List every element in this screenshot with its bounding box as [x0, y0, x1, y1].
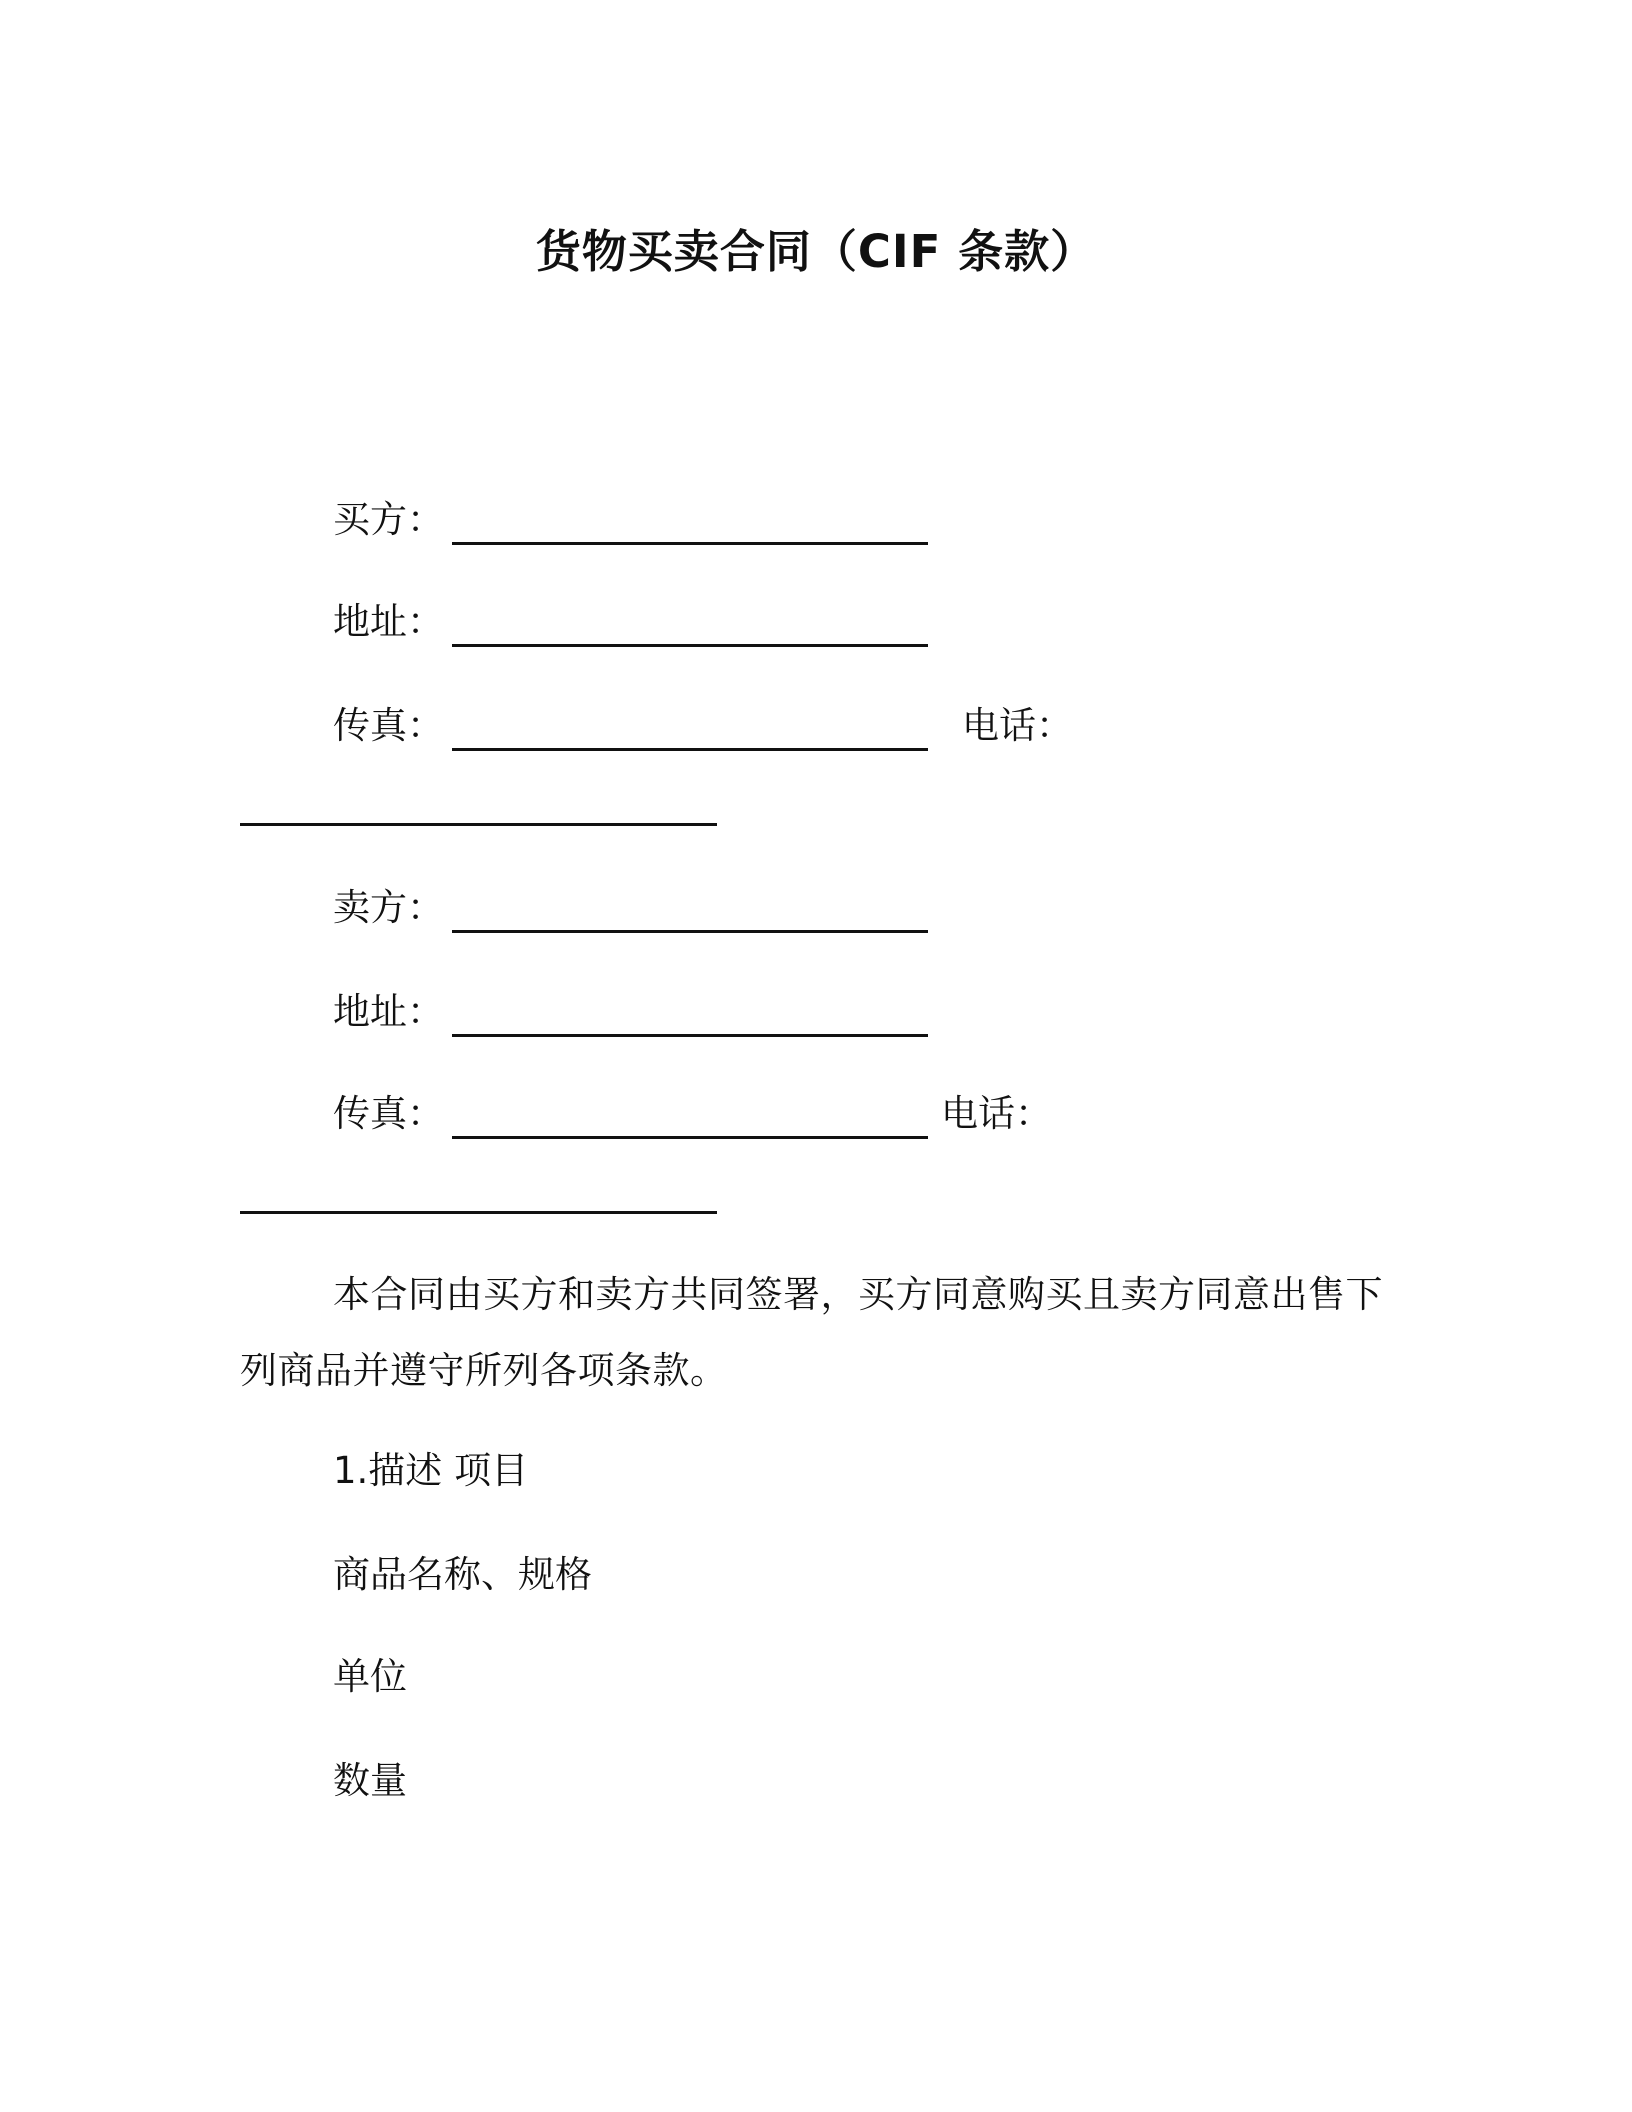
- seller-fax-row: [333, 1089, 928, 1139]
- seller-phone-blank[interactable]: [240, 1211, 717, 1214]
- buyer-address-blank[interactable]: [452, 604, 928, 647]
- buyer-address-label: 地址：: [333, 600, 444, 643]
- buyer-address-row: [333, 597, 928, 647]
- section-1-item: 单位: [333, 1655, 407, 1698]
- seller-address-label: 地址：: [333, 990, 444, 1033]
- intro-paragraph: 本合同由买方和卖方共同签署，买方同意购买且卖方同意出售下列商品并遵守所列各项条款。: [240, 1273, 1383, 1392]
- buyer-party-label: 买方：: [333, 498, 444, 541]
- seller-fax-blank[interactable]: [452, 1096, 928, 1139]
- buyer-party-row: [333, 495, 928, 545]
- seller-phone-label: 电话：: [941, 1092, 1052, 1135]
- section-1-heading: 1.描述 项目: [333, 1449, 529, 1492]
- buyer-fax-row: [333, 701, 928, 751]
- buyer-fax-label: 传真：: [333, 704, 444, 747]
- section-1-item: 商品名称、规格: [333, 1553, 592, 1596]
- seller-party-label: 卖方：: [333, 886, 444, 929]
- section-1-item: 数量: [333, 1759, 407, 1802]
- seller-address-row: [333, 987, 928, 1037]
- seller-party-row: [333, 883, 928, 933]
- buyer-party-blank[interactable]: [452, 502, 928, 545]
- buyer-phone-label: 电话：: [962, 704, 1073, 747]
- seller-address-blank[interactable]: [452, 994, 928, 1037]
- buyer-fax-blank[interactable]: [452, 708, 928, 751]
- document-title: 货物买卖合同（CIF 条款）: [535, 225, 1097, 278]
- seller-fax-label: 传真：: [333, 1092, 444, 1135]
- seller-party-blank[interactable]: [452, 890, 928, 933]
- buyer-phone-blank[interactable]: [240, 823, 717, 826]
